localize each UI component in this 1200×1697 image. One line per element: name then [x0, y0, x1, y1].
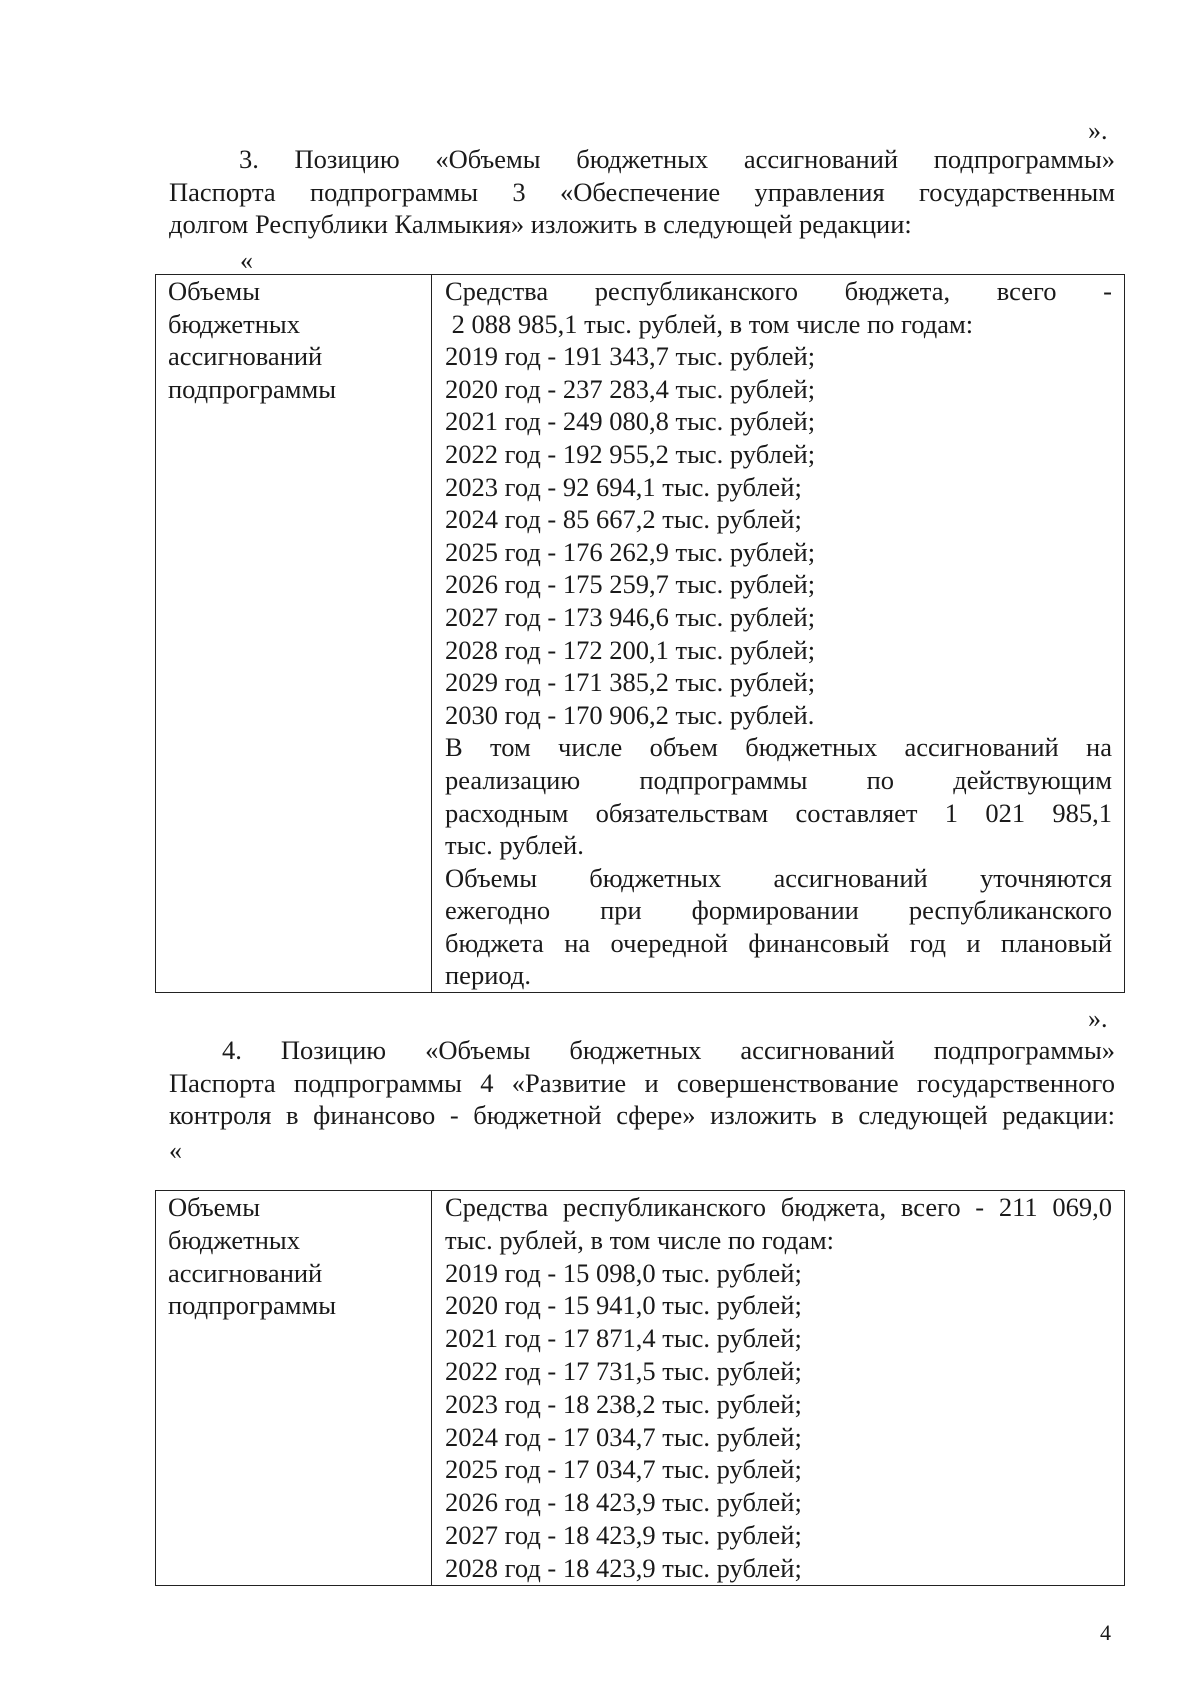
closing-quote: ». [1088, 1004, 1108, 1033]
year-line: 2021 год - 17 871,4 тыс. рублей; [445, 1323, 802, 1354]
year-line: 2024 год - 17 034,7 тыс. рублей; [445, 1421, 802, 1452]
budget-table-subprogram-4 [155, 1190, 1125, 1586]
label-line: подпрограммы [168, 1290, 337, 1321]
note-line: реализацию подпрограммы по действующим [445, 764, 1112, 795]
table-row [156, 1191, 1125, 1586]
intro-line: контроля в финансово - бюджетной сфере» изложить в следующей редакции: [169, 1100, 1115, 1130]
year-line: 2025 год - 17 034,7 тыс. рублей; [445, 1454, 802, 1485]
note-line: расходным обязательствам составляет 1 021 985,1 [445, 797, 1112, 828]
budget-total-line: тыс. рублей, в том числе по годам: [445, 1224, 834, 1255]
budget-header-line: Средства республиканского бюджета, всего - 211 069,0 [445, 1192, 1112, 1222]
table-value-cell [432, 1191, 1125, 1586]
section-4-intro [169, 1034, 1115, 1132]
year-line: 2029 год - 171 385,2 тыс. рублей; [445, 667, 816, 698]
year-line: 2024 год - 85 667,2 тыс. рублей; [445, 504, 802, 535]
year-line: 2023 год - 92 694,1 тыс. рублей; [445, 471, 802, 502]
opening-quote: « [240, 246, 253, 275]
budget-total-line: 2 088 985,1 тыс. рублей, в том числе по годам: [445, 308, 974, 339]
label-line: Объемы [168, 1192, 260, 1222]
note-line: тыс. рублей. [445, 830, 584, 861]
table-label-cell [156, 275, 432, 993]
intro-line: Паспорта подпрограммы 4 «Развитие и совершенствование государственного [169, 1067, 1115, 1098]
label-line: ассигнований [168, 341, 323, 372]
year-line: 2019 год - 15 098,0 тыс. рублей; [445, 1257, 802, 1288]
year-line: 2020 год - 15 941,0 тыс. рублей; [445, 1290, 802, 1321]
note-line: период. [445, 960, 531, 991]
page-number: 4 [1100, 1620, 1111, 1645]
note-line: В том числе объем бюджетных ассигнований на [445, 732, 1112, 763]
label-line: бюджетных [168, 308, 300, 339]
opening-quote: « [169, 1136, 182, 1165]
section-3-intro [169, 143, 1115, 241]
label-line: Объемы [168, 276, 260, 306]
year-line: 2023 год - 18 238,2 тыс. рублей; [445, 1388, 802, 1419]
year-line: 2026 год - 18 423,9 тыс. рублей; [445, 1487, 802, 1518]
label-line: ассигнований [168, 1257, 323, 1288]
note-line: ежегодно при формировании республиканского [445, 895, 1112, 926]
intro-line: 3. Позицию «Объемы бюджетных ассигнований подпрограммы» [239, 144, 1115, 174]
year-line: 2030 год - 170 906,2 тыс. рублей. [445, 699, 815, 730]
year-line: 2028 год - 18 423,9 тыс. рублей; [445, 1552, 802, 1583]
budget-header-line: Средства республиканского бюджета, всего - [445, 276, 1112, 306]
closing-quote: ». [1088, 116, 1108, 145]
budget-table-subprogram-3 [155, 274, 1125, 993]
year-line: 2019 год - 191 343,7 тыс. рублей; [445, 341, 816, 372]
year-line: 2022 год - 17 731,5 тыс. рублей; [445, 1355, 802, 1386]
table-row [156, 275, 1125, 993]
year-line: 2021 год - 249 080,8 тыс. рублей; [445, 406, 816, 437]
note-line: Объемы бюджетных ассигнований уточняются [445, 862, 1112, 893]
label-line: бюджетных [168, 1224, 300, 1255]
year-line: 2022 год - 192 955,2 тыс. рублей; [445, 438, 816, 469]
intro-line: 4. Позицию «Объемы бюджетных ассигнований подпрограммы» [222, 1035, 1115, 1065]
year-line: 2026 год - 175 259,7 тыс. рублей; [445, 569, 816, 600]
table-value-cell [432, 275, 1125, 993]
table-label-cell [156, 1191, 432, 1586]
year-line: 2020 год - 237 283,4 тыс. рублей; [445, 373, 816, 404]
note-line: бюджета на очередной финансовый год и плановый [445, 927, 1112, 958]
year-line: 2027 год - 173 946,6 тыс. рублей; [445, 601, 816, 632]
label-line: подпрограммы [168, 373, 337, 404]
year-line: 2025 год - 176 262,9 тыс. рублей; [445, 536, 816, 567]
year-line: 2027 год - 18 423,9 тыс. рублей; [445, 1519, 802, 1550]
intro-line: долгом Республики Калмыкия» изложить в следующей редакции: [169, 209, 912, 239]
year-line: 2028 год - 172 200,1 тыс. рублей; [445, 634, 816, 665]
intro-line: Паспорта подпрограммы 3 «Обеспечение управления государственным [169, 176, 1115, 207]
